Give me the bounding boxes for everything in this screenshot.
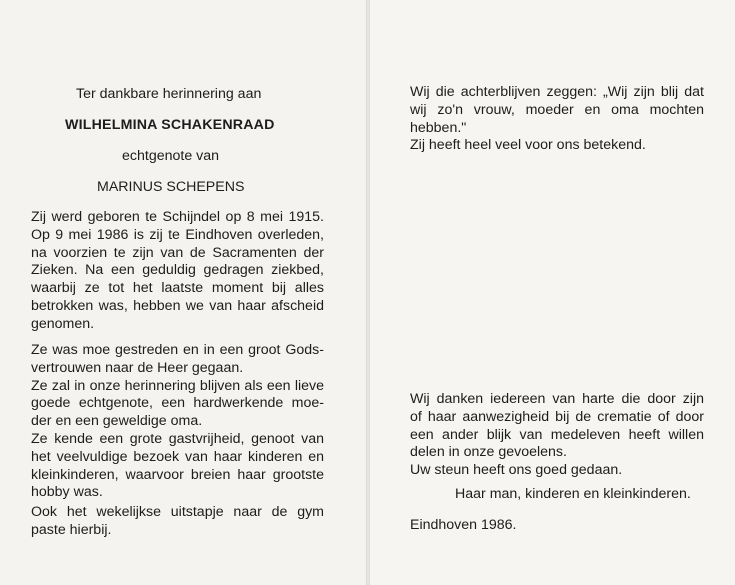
spouse-name: MARINUS SCHEPENS bbox=[97, 179, 245, 195]
text-line: wij zo'n vrouw, moeder en oma mochten bbox=[410, 101, 704, 118]
text-line: delen in onze gevoelens. bbox=[410, 444, 567, 461]
text-line: paste hierbij. bbox=[31, 521, 112, 538]
text-line: vertrouwen naar de Heer gegaan. bbox=[31, 359, 244, 376]
text-line: hebben." bbox=[410, 119, 467, 136]
left-paragraph-2 bbox=[31, 342, 324, 502]
text-line: Wij die achterblijven zeggen: „Wij zijn blij dat bbox=[410, 84, 704, 100]
text-line: hobby was. bbox=[31, 484, 103, 501]
text-line: Zij heeft heel veel voor ons betekend. bbox=[410, 137, 646, 154]
text-line: of haar aanwezigheid bij de crematie of door bbox=[410, 408, 704, 425]
text-line: genomen. bbox=[31, 315, 95, 332]
text-line: kleinkinderen, waarvoor breien haar grootste bbox=[31, 466, 324, 483]
text-line: Wij danken iedereen van harte die door zijn bbox=[410, 391, 704, 407]
text-line: Zij werd geboren te Schijndel op 8 mei 1915. bbox=[31, 209, 324, 225]
text-line: goede echtgenote, een hardwerkende moe- bbox=[31, 395, 324, 412]
text-line: waarbij ze tot het laatste moment bij alles bbox=[31, 280, 324, 297]
left-paragraph-1 bbox=[31, 209, 324, 334]
text-line: Uw steun heeft ons goed gedaan. bbox=[410, 462, 623, 479]
text-line: Ze was moe gestreden en in een groot Gods- bbox=[31, 342, 324, 358]
signature-text: Haar man, kinderen en kleinkinderen. bbox=[455, 486, 691, 502]
text-line: het veelvuldige bezoek van haar kinderen en bbox=[31, 448, 324, 465]
left-paragraph-3 bbox=[31, 504, 324, 540]
text-line: betrokken was, hebben we van haar afscheid bbox=[31, 297, 324, 314]
text-line: der en een geweldige oma. bbox=[31, 413, 203, 430]
text-line: Ook het wekelijkse uitstapje naar de gym bbox=[31, 504, 324, 520]
text-line: Ze zal in onze herinnering blijven als een lieve bbox=[31, 377, 324, 394]
text-line: Ze kende een grote gastvrijheid, genoot van bbox=[31, 430, 324, 447]
text-line: na voorzien te zijn van de Sacramenten der bbox=[31, 244, 324, 261]
relation-text: echtgenote van bbox=[122, 148, 220, 164]
right-paragraph-1 bbox=[410, 84, 704, 155]
text-line: Zieken. Na een geduldig gedragen ziekbed, bbox=[31, 262, 324, 279]
text-line: een ander blijk van medeleven heeft willen bbox=[410, 426, 704, 443]
right-paragraph-2 bbox=[410, 391, 704, 480]
intro-text: Ter dankbare herinnering aan bbox=[76, 86, 262, 102]
place-date-text: Eindhoven 1986. bbox=[410, 517, 517, 533]
text-line: Op 9 mei 1986 is zij te Eindhoven overleden, bbox=[31, 226, 324, 243]
deceased-name: WILHELMINA SCHAKENRAAD bbox=[65, 117, 275, 133]
